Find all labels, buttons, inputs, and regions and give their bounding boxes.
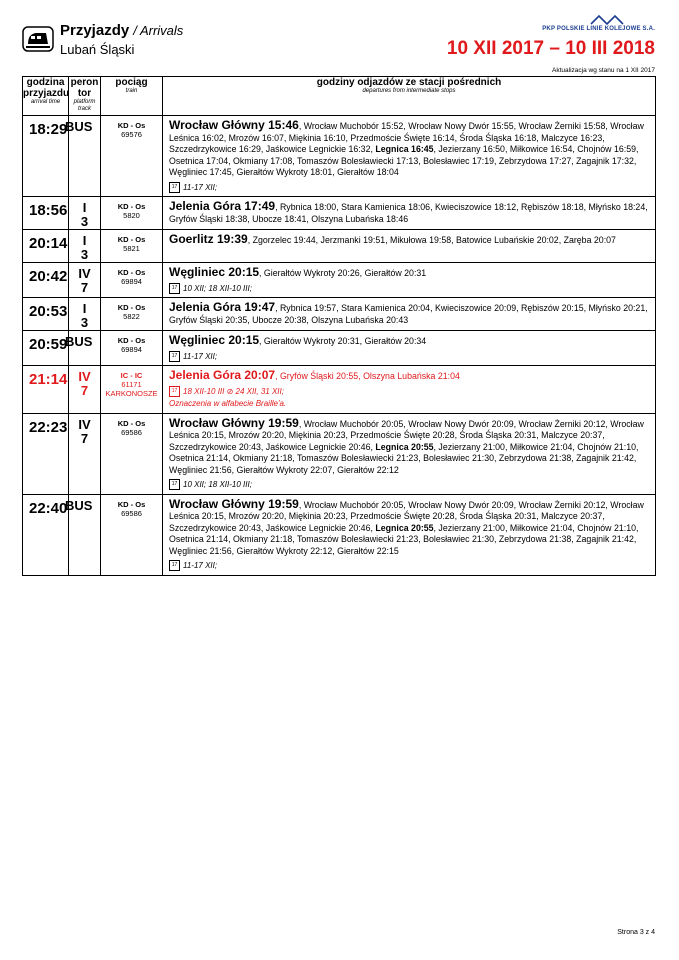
train-number: 69586	[121, 508, 142, 518]
train-operator: KD	[117, 121, 129, 130]
train-operator: KD	[117, 303, 129, 312]
stops-list-cont: , Jezierzany 21:00, Miłkowice 21:04, Chojnów 21:10, Osetnica 21:14, Okmiany 21:18, Tomaszów Bolesławiecki 21:23, Bolesławiec 21:30, Zebrzydowa 21:38, Zagajnik 21:42, Węgliniec 21:56, Gierałtów Wykroty 22:07, Gierałtów 22:12	[169, 441, 639, 475]
platform	[65, 495, 100, 513]
stops-list: , Zgorzelec 19:44, Jerzmanki 19:51, Mikułowa 19:58, Batowice Lubańskie 20:02, Zaręba 20:07	[247, 235, 616, 245]
origin-station: Jelenia Góra 20:07	[169, 368, 276, 382]
platform	[69, 197, 100, 229]
arrival-cell	[23, 494, 69, 575]
validity-period: 10 XII 2017 – 10 III 2018	[446, 38, 655, 59]
arrival-cell	[23, 366, 69, 414]
intermediate-stops	[163, 116, 655, 196]
operating-days-note	[169, 283, 651, 295]
platform	[69, 230, 100, 262]
arrival-cell	[23, 116, 69, 197]
arrival-time: 18:29	[29, 121, 68, 138]
origin-station: Goerlitz 19:39	[169, 232, 248, 246]
stops-list: , Wrocław Muchobór 20:05, Wrocław Nowy Dwór 20:09, Wrocław Żerniki 20:12, Wrocław Leśnica 20:15, Mrozów 20:20, Miękinia 20:23, Przedmoście Święte 20:28, Środa Śląska 20:31, Malczyce 20:37, Szczedrzykowice 20:43, Jaśkowice Legnickie 20:46,	[169, 418, 644, 452]
table-row	[23, 494, 656, 575]
train-info: KD - Os 5821	[101, 230, 162, 253]
page-subtitle: / Arrivals	[133, 23, 184, 38]
arrival-time: 20:14	[29, 235, 68, 252]
stops-list: , Gierałtów Wykroty 20:26, Gierałtów 20:31	[259, 268, 427, 278]
calendar-icon: 17	[169, 283, 180, 294]
platform-number: I	[82, 200, 87, 215]
platform-cell	[65, 116, 101, 197]
intermediate-stops	[163, 366, 655, 413]
col-train-header: pociąg train	[101, 77, 163, 116]
operating-days-note	[169, 479, 651, 491]
platform	[65, 331, 100, 349]
arrival-time: 20:42	[29, 268, 68, 285]
arrival-cell	[23, 263, 69, 298]
calendar-icon: 17	[169, 386, 180, 397]
operating-days-note	[169, 386, 651, 398]
train-type: Os	[135, 499, 146, 509]
operating-days: 11-17 XII;	[183, 561, 218, 570]
origin-station: Węgliniec 20:15	[169, 333, 260, 347]
table-row	[23, 413, 656, 494]
table-row	[23, 197, 656, 230]
train-number: 5821	[123, 244, 140, 253]
train-info: KD - Os 5820	[101, 197, 162, 220]
col-time-header: godzina przyjazdu arrival time	[23, 77, 69, 116]
train-icon	[22, 26, 54, 52]
platform-number: I	[82, 233, 87, 248]
origin-station: Wrocław Główny 19:59	[169, 496, 299, 511]
train-info: KD - Os 69576	[101, 116, 162, 139]
stops-cell	[163, 230, 656, 263]
train-cell	[101, 366, 163, 414]
arrival-cell	[23, 230, 69, 263]
table-header	[23, 77, 656, 116]
stops-highlight: Legnica 20:55	[375, 441, 434, 452]
stops-list-cont: , Jezierzany 16:50, Miłkowice 16:54, Chojnów 16:59, Osetnica 17:04, Okmiany 17:08, Tomaszów Bolesławiecki 17:13, Bolesławiec 17:19, Zebrzydowa 17:27, Zagajnik 17:32, Węgliniec 17:45, Gierałtów Wykroty 18:01, Gierałtów 18:04	[169, 144, 639, 177]
train-number: 69576	[121, 130, 142, 139]
platform	[69, 414, 100, 446]
platform-cell	[65, 494, 101, 575]
track-number: 7	[80, 430, 89, 446]
train-type: Os	[135, 202, 146, 211]
arrival-cell	[23, 197, 69, 230]
origin-station: Węgliniec 20:15	[169, 265, 260, 279]
calendar-icon: 17	[169, 479, 180, 490]
stops-cell	[163, 298, 656, 331]
platform-cell	[69, 263, 101, 298]
stops-list-cont: , Jezierzany 21:00, Miłkowice 21:04, Chojnów 21:10, Osetnica 21:14, Okmiany 21:18, Tomaszów Bolesławiecki 21:23, Bolesławiec 21:30, Zebrzydowa 21:38, Zagajnik 21:42, Węgliniec 21:56, Gierałtów Wykroty 22:12, Gierałtów 22:15	[169, 522, 639, 556]
train-number: 61171	[121, 380, 142, 389]
platform-number: BUS	[65, 119, 93, 134]
train-operator: KD	[117, 418, 129, 428]
stops-cell	[163, 413, 656, 494]
train-cell	[101, 116, 163, 197]
operating-days: 11-17 XII;	[183, 182, 218, 192]
stops-highlight: Legnica 20:55	[375, 522, 434, 533]
track-number: 3	[80, 247, 89, 262]
platform-cell	[69, 197, 101, 230]
train-info: KD - Os 69586	[101, 495, 162, 518]
calendar-icon: 17	[169, 351, 180, 362]
stops-cell	[163, 366, 656, 414]
calendar-icon: 17	[169, 560, 180, 571]
station-name: Lubań Śląski	[60, 42, 135, 57]
stops-cell	[163, 263, 656, 298]
stops-cell	[163, 116, 656, 197]
intermediate-stops	[163, 197, 655, 228]
train-operator: KD	[117, 336, 129, 345]
train-type: Os	[135, 268, 146, 277]
train-type: Os	[135, 336, 146, 345]
stops-list: , Gierałtów Wykroty 20:31, Gierałtów 20:34	[259, 336, 427, 346]
train-operator: IC	[120, 371, 129, 380]
platform-number: BUS	[65, 497, 93, 513]
platform	[69, 263, 100, 295]
track-number: 3	[80, 214, 89, 229]
arrival-cell	[23, 298, 69, 331]
arrival-time: 20:53	[29, 303, 68, 320]
train-number: 5822	[123, 312, 140, 321]
train-cell	[101, 230, 163, 263]
calendar-icon: 17	[169, 182, 180, 193]
stops-list: , Gryfów Śląski 20:55, Olszyna Lubańska 21:04	[275, 371, 460, 381]
track-number: 3	[80, 315, 89, 330]
train-number: 5820	[123, 211, 140, 220]
train-cell	[101, 413, 163, 494]
track-number: 7	[80, 383, 89, 398]
platform	[69, 298, 100, 330]
intermediate-stops	[163, 263, 655, 297]
table-row	[23, 116, 656, 197]
train-cell	[101, 263, 163, 298]
page-number: Strona 3 z 4	[617, 929, 655, 936]
train-operator: KD	[117, 235, 129, 244]
col-stops-header: godziny odjazdów ze stacji pośrednich departures from intermediate stops	[163, 77, 656, 116]
stops-cell	[163, 494, 656, 575]
track-number: 7	[80, 280, 89, 295]
operating-days-note	[169, 182, 651, 194]
operating-days: 10 XII; 18 XII-10 III;	[183, 480, 252, 489]
arrival-time: 22:40	[29, 499, 68, 517]
table-row	[23, 230, 656, 263]
operating-days-note	[169, 560, 651, 572]
timetable	[22, 76, 656, 576]
arrival-time: 21:14	[29, 371, 68, 388]
stops-cell	[163, 331, 656, 366]
train-info: KD - Os 69894	[101, 331, 162, 354]
train-type: IC	[134, 371, 143, 380]
operating-days: 10 XII; 18 XII-10 III;	[183, 283, 252, 293]
train-info: KD - Os 69894	[101, 263, 162, 286]
arrival-cell	[23, 413, 69, 494]
stops-list: , Rybnica 18:00, Stara Kamienica 18:06, Kwieciszowice 18:12, Rębiszów 18:18, Młyńsko 18:24, Gryfów Śląski 18:38, Ubocze 18:41, Olszyna Lubańska 18:46	[169, 202, 648, 224]
platform	[69, 366, 100, 398]
intermediate-stops	[163, 495, 655, 575]
update-note: Aktualizacja wg stanu na 1 XII 2017	[552, 67, 655, 74]
train-name: KARKONOSZE	[105, 389, 158, 398]
stops-list: , Wrocław Muchobór 15:52, Wrocław Nowy Dwór 15:55, Wrocław Żerniki 15:58, Wrocław Leśnica 16:02, Mrozów 16:07, Miękinia 16:10, Przedmoście Święte 16:14, Środa Śląska 16:18, Malczyce 16:23, Szczedrzykowice 16:29, Jaśkowice Legnickie 16:32,	[169, 121, 644, 154]
platform-cell	[65, 331, 101, 366]
train-cell	[101, 494, 163, 575]
stops-highlight: Legnica 16:45	[375, 144, 434, 154]
train-number: 69894	[121, 277, 142, 286]
origin-station: Wrocław Główny 19:59	[169, 415, 299, 430]
train-cell	[101, 331, 163, 366]
train-info: KD - Os 5822	[101, 298, 162, 321]
arrival-time: 20:59	[29, 336, 68, 353]
col-platform-header: peron tor platform track	[69, 77, 101, 116]
intermediate-stops	[163, 230, 655, 250]
platform-cell	[69, 298, 101, 331]
operating-days: 11-17 XII;	[183, 351, 218, 361]
origin-station: Jelenia Góra 17:49	[169, 199, 276, 213]
platform-number: IV	[78, 369, 91, 384]
page-title: Przyjazdy / Arrivals	[60, 22, 184, 39]
arrival-time: 18:56	[29, 202, 68, 219]
platform-number: IV	[78, 416, 91, 432]
stops-cell	[163, 197, 656, 230]
train-cell	[101, 298, 163, 331]
intermediate-stops	[163, 298, 655, 329]
intermediate-stops	[163, 414, 655, 494]
braille-note: Oznaczenia w alfabecie Braille'a.	[169, 399, 287, 408]
platform-cell	[69, 413, 101, 494]
train-type: Os	[135, 303, 146, 312]
platform-number: IV	[78, 266, 91, 281]
table-row	[23, 263, 656, 298]
arrival-cell	[23, 331, 69, 366]
platform-number: BUS	[65, 334, 93, 349]
table-row	[23, 298, 656, 331]
train-number: 69894	[121, 345, 142, 354]
intermediate-stops	[163, 331, 655, 365]
operator-logo-text: PKP POLSKIE LINIE KOLEJOWE S.A.	[542, 26, 655, 32]
train-info: KD - Os 69586	[101, 414, 162, 437]
train-number: 69586	[121, 427, 142, 437]
train-type: Os	[135, 418, 146, 428]
table-row	[23, 366, 656, 414]
platform-cell	[69, 366, 101, 414]
origin-station: Wrocław Główny 15:46	[169, 118, 299, 132]
stops-list: , Wrocław Muchobór 20:05, Wrocław Nowy Dwór 20:09, Wrocław Żerniki 20:12, Wrocław Leśnica 20:15, Mrozów 20:20, Miękinia 20:23, Przedmoście Święte 20:28, Środa Śląska 20:31, Malczyce 20:37, Szczedrzykowice 20:43, Jaśkowice Legnickie 20:46,	[169, 499, 644, 533]
platform-cell	[69, 230, 101, 263]
platform	[65, 116, 100, 134]
train-operator: KD	[117, 202, 129, 211]
train-cell	[101, 197, 163, 230]
operating-days: 18 XII-10 III ⊘ 24 XII, 31 XII;	[183, 386, 284, 396]
operating-days-note	[169, 351, 651, 363]
train-operator: KD	[117, 499, 129, 509]
arrival-time: 22:23	[29, 418, 68, 436]
train-operator: KD	[117, 268, 129, 277]
stops-list: , Rybnica 19:57, Stara Kamienica 20:04, Kwieciszowice 20:09, Rębiszów 20:15, Młyńsko 20:21, Gryfów Śląski 20:35, Ubocze 20:38, Olszyna Lubańska 20:43	[169, 303, 648, 325]
train-info: IC - IC 61171 KARKONOSZE	[101, 366, 162, 398]
platform-number: I	[82, 301, 87, 316]
train-type: Os	[135, 235, 146, 244]
pkp-logo-icon	[587, 14, 627, 26]
table-row	[23, 331, 656, 366]
train-type: Os	[135, 121, 146, 130]
origin-station: Jelenia Góra 19:47	[169, 300, 276, 314]
